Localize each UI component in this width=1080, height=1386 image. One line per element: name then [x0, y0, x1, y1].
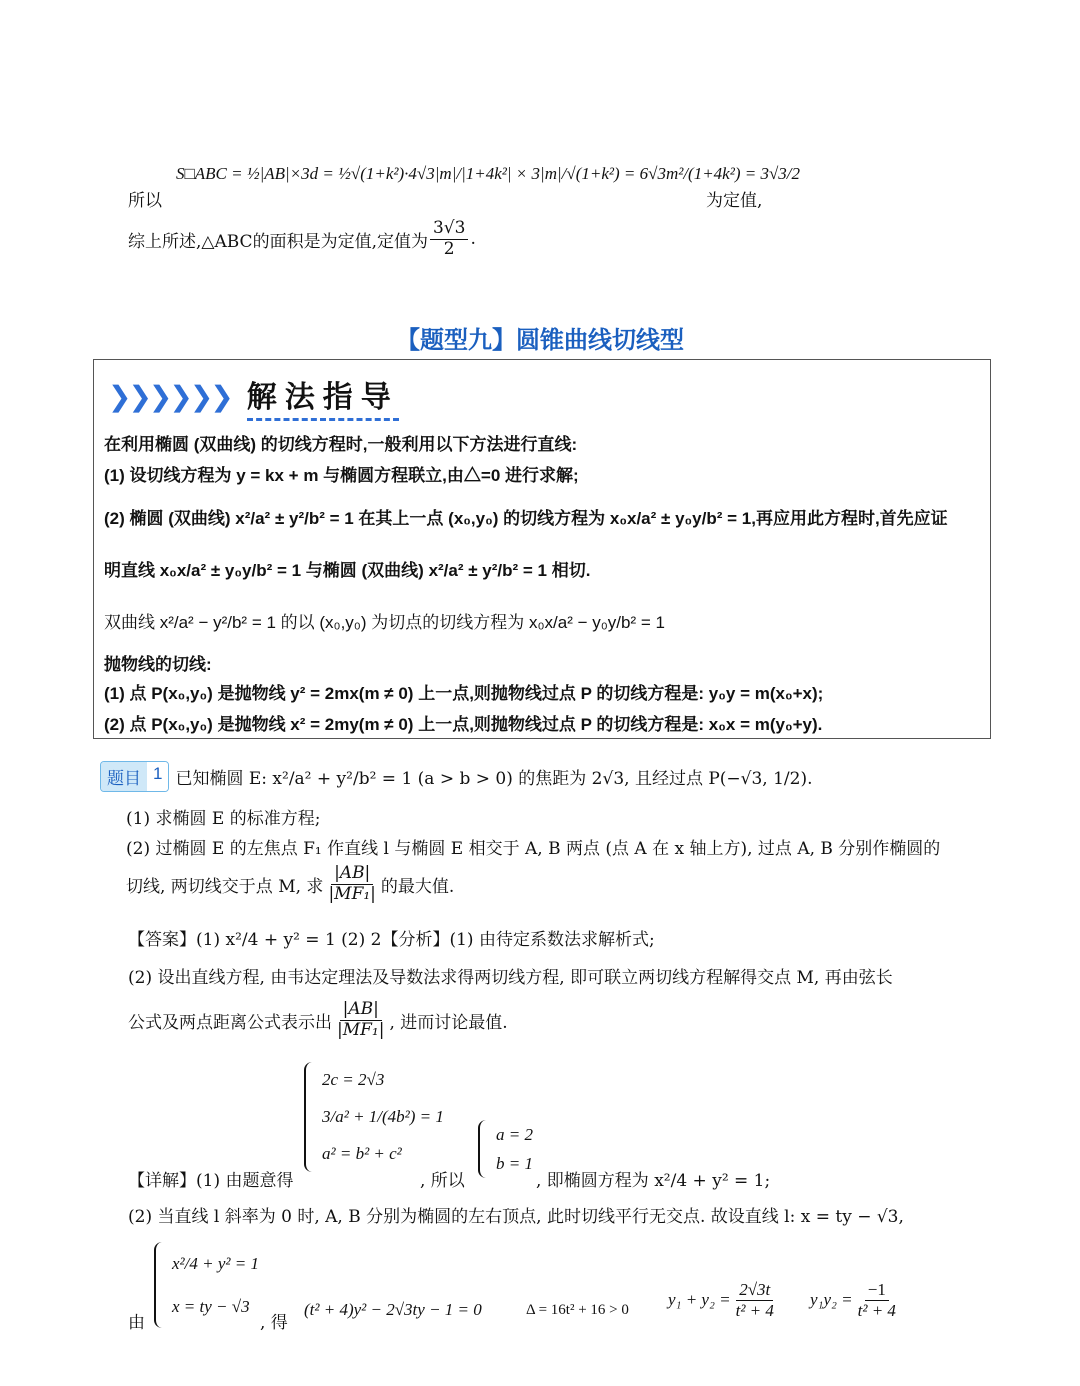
- arrow-chevrons-icon: ❯❯❯❯❯❯: [108, 379, 231, 413]
- problem-q2a: (2) 过椭圆 E 的左焦点 F₁ 作直线 l 与椭圆 E 相交于 A, B 两点 (点 A 在 x 轴上方), 过点 A, B 分别作椭圆的: [126, 839, 941, 859]
- system-1-row-3: a² = b² + c²: [322, 1143, 402, 1163]
- guide-line-4: 明直线 x₀x/a² ± y₀y/b² = 1 与椭圆 (双曲线) x²/a² ± y²/b² = 1 相切.: [104, 561, 591, 580]
- guide-line-3: (2) 椭圆 (双曲线) x²/a² ± y²/b² = 1 在其上一点 (x₀,y₀) 的切线方程为 x₀x/a² ± y₀y/b² = 1,再应用此方程时,首先应证: [104, 509, 948, 528]
- answer-line-2: (2) 设出直线方程, 由韦达定理法及导数法求得两切线方程, 即可联立两切线方程解得交点 M, 再由弦长: [128, 968, 893, 988]
- guide-header: [108, 374, 399, 418]
- detail-suoyi: , 所以: [420, 1171, 465, 1191]
- sum-numerator: 2√3t: [736, 1280, 773, 1301]
- system-1: [304, 1062, 444, 1172]
- problem-stem: 已知椭圆 E: x²/a² + y²/b² = 1 (a > b > 0) 的焦距为 2√3, 且经过点 P(−√3, 1/2).: [175, 768, 813, 789]
- guide-line-6: 抛物线的切线:: [104, 655, 212, 674]
- quadratic-equation: (t² + 4)y² − 2√3ty − 1 = 0: [304, 1300, 482, 1319]
- answer-line-3-post: , 进而讨论最值.: [389, 1012, 508, 1033]
- problem-badge-number: 1: [147, 762, 168, 791]
- problem-badge: [100, 761, 169, 792]
- problem-block: [100, 756, 990, 904]
- detail-prefix: 【详解】(1) 由题意得: [128, 1171, 294, 1191]
- problem-q2b: [126, 864, 990, 904]
- sum-lhs: y₁ + y₂ =: [668, 1290, 731, 1310]
- system-1-row-2: 3/a² + 1/(4b²) = 1: [322, 1106, 444, 1126]
- system-3-row-2: x = ty − √3: [172, 1296, 250, 1316]
- sum-denominator: t² + 4: [735, 1300, 774, 1320]
- detail-line-2: (2) 当直线 l 斜率为 0 时, A, B 分别为椭圆的左右顶点, 此时切线平行无交点. 故设直线 l: x = ty − √3,: [128, 1207, 904, 1227]
- system-2: [478, 1120, 533, 1178]
- detail-post: , 即椭圆方程为 x²/4 + y² = 1;: [536, 1171, 771, 1191]
- summary-prefix: 综上所述,△ABC的面积是为定值,定值为: [128, 231, 428, 252]
- discriminant: Δ = 16t² + 16 > 0: [526, 1302, 629, 1318]
- answer-line-3-pre: 公式及两点距离公式表示出: [128, 1012, 332, 1033]
- product-denominator: t² + 4: [857, 1300, 896, 1320]
- problem-badge-label: 题目: [101, 762, 147, 791]
- system-2-brace: [478, 1120, 490, 1178]
- product-fraction: [855, 1280, 899, 1320]
- system-3-brace: [154, 1242, 166, 1328]
- guide-line-5: 双曲线 x²/a² − y²/b² = 1 的以 (x₀,y₀) 为切点的切线方程为 x₀x/a² − y₀y/b² = 1: [104, 613, 665, 632]
- ab-numerator: |AB|: [331, 864, 373, 885]
- summary-fraction: [430, 219, 468, 259]
- system-1-brace: [304, 1062, 316, 1172]
- guide-header-title: 解法指导: [247, 372, 399, 421]
- summary-numerator: 3√3: [430, 219, 468, 240]
- area-formula: S□ABC = ½|AB|×3d = ½√(1+k²)·4√3|m|/|1+4k²| × 3|m|/√(1+k²) = 6√3m²/(1+4k²) = 3√3/2: [176, 164, 801, 183]
- answer-ratio-denominator: |MF₁|: [337, 1019, 385, 1040]
- system-3-row-1: x²/4 + y² = 1: [172, 1253, 259, 1273]
- section-title: 【题型九】圆锥曲线切线型: [396, 327, 684, 354]
- detail-line-1: [128, 1058, 988, 1198]
- guide-line-8: (2) 点 P(x₀,y₀) 是抛物线 x² = 2my(m ≠ 0) 上一点,则抛物线过点 P 的切线方程是: x₀x = m(y₀+y).: [104, 715, 823, 734]
- you-label: 由: [128, 1313, 145, 1333]
- system-2-row-1: a = 2: [496, 1124, 533, 1144]
- summary-end: .: [470, 229, 476, 249]
- constant-value-note: 为定值,: [706, 191, 763, 211]
- mf1-denominator: |MF₁|: [328, 883, 376, 904]
- guide-line-7: (1) 点 P(x₀,y₀) 是抛物线 y² = 2mx(m ≠ 0) 上一点,则抛物线过点 P 的切线方程是: y₀y = m(x₀+x);: [104, 684, 824, 703]
- de-label: , 得: [260, 1313, 288, 1333]
- summary-denominator: 2: [443, 238, 455, 259]
- answer-ratio-numerator: |AB|: [340, 1000, 382, 1021]
- product-numerator: −1: [865, 1280, 889, 1301]
- answer-line-1: 【答案】(1) x²/4 + y² = 1 (2) 2【分析】(1) 由待定系数法求解析式;: [128, 930, 655, 950]
- problem-q2b-post: 的最大值.: [380, 876, 455, 897]
- system-2-row-2: b = 1: [496, 1153, 533, 1173]
- sum-of-roots: [668, 1280, 779, 1320]
- guide-box: [93, 359, 991, 739]
- answer-block: [128, 920, 988, 1040]
- system-3: [154, 1242, 259, 1328]
- summary-line: [128, 214, 476, 264]
- detail-line-3: [128, 1236, 988, 1346]
- area-formula-block: [128, 148, 948, 211]
- problem-q1: (1) 求椭圆 E 的标准方程;: [126, 809, 321, 829]
- guide-line-1: 在利用椭圆 (双曲线) 的切线方程时,一般利用以下方法进行直线:: [104, 435, 578, 454]
- problem-q2b-pre: 切线, 两切线交于点 M, 求: [126, 876, 324, 897]
- product-lhs: y₁y₂ =: [810, 1290, 853, 1310]
- answer-line-3: [128, 1000, 988, 1040]
- product-of-roots: [810, 1280, 901, 1320]
- ab-over-mf1-fraction: [325, 864, 378, 904]
- system-1-row-1: 2c = 2√3: [322, 1070, 385, 1090]
- suoyi-label: 所以: [128, 191, 162, 211]
- sum-fraction: [733, 1280, 777, 1320]
- answer-ratio-fraction: [334, 1000, 387, 1040]
- guide-line-2: (1) 设切线方程为 y = kx + m 与椭圆方程联立,由△=0 进行求解;: [104, 466, 579, 485]
- problem-stem-line: [100, 756, 990, 796]
